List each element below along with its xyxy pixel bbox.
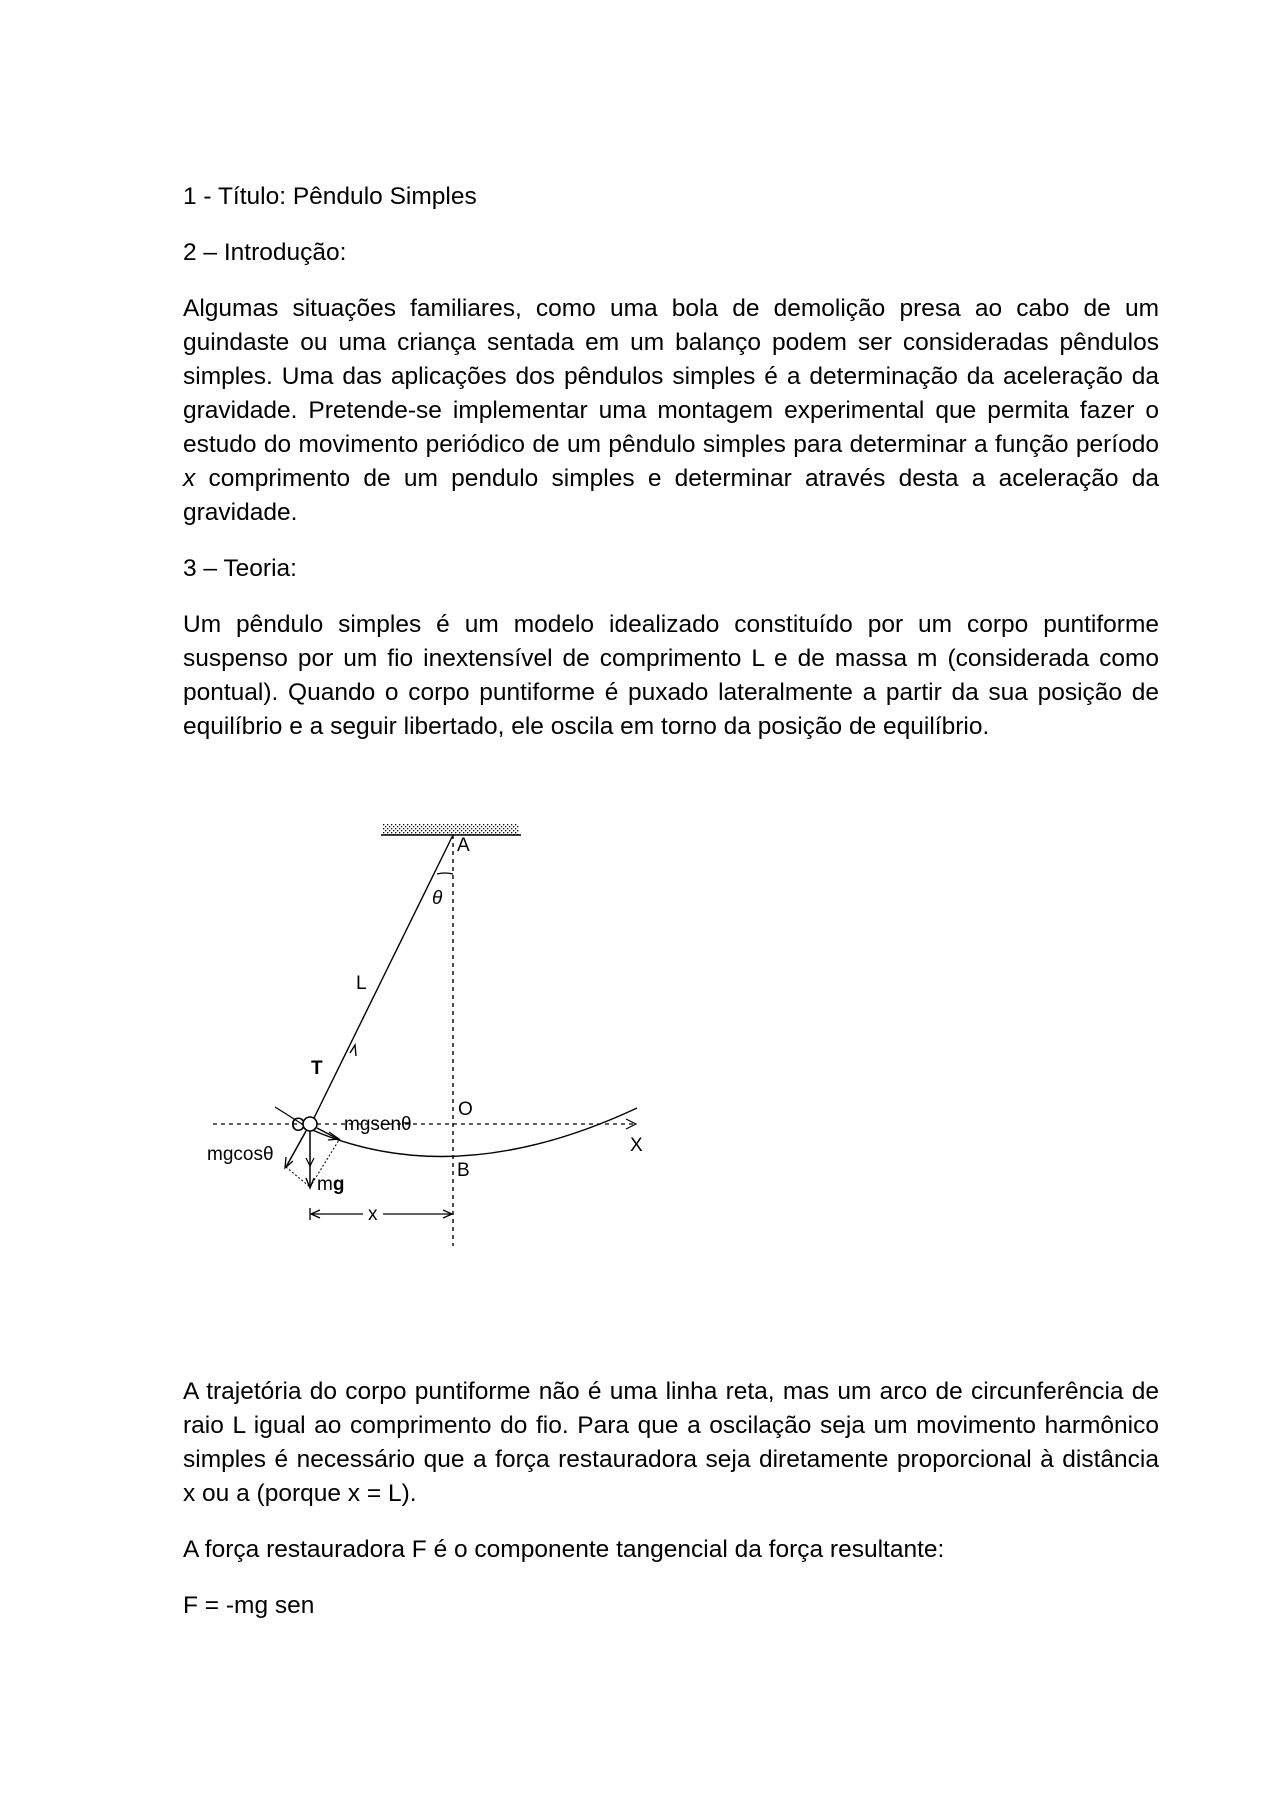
pendulum-string (314, 835, 453, 1118)
intro-italic-x: x (183, 465, 196, 492)
label-a: A (457, 835, 470, 856)
pendulum-bob (303, 1117, 317, 1131)
document-body-lower (183, 1375, 1159, 1645)
label-mg (317, 1174, 344, 1195)
pendulum-svg (205, 818, 665, 1258)
label-c: C (291, 1115, 305, 1136)
label-x-distance: x (368, 1204, 378, 1225)
label-o: O (458, 1099, 473, 1120)
label-x-axis: X (630, 1135, 643, 1156)
theory-heading: 3 – Teoria: (183, 555, 297, 582)
mgcos-vector (286, 1131, 306, 1167)
title-line: 1 - Título: Pêndulo Simples (183, 183, 477, 210)
tension-arrowhead (350, 1045, 356, 1056)
decomp-dotted-1 (286, 1167, 310, 1187)
label-mg-m: m (317, 1174, 333, 1195)
ceiling-hatch (383, 824, 519, 835)
label-mgcos: mgcosθ (207, 1144, 274, 1165)
document-body (183, 180, 1159, 766)
intro-heading: 2 – Introdução: (183, 239, 347, 266)
intro-paragraph (183, 292, 1159, 530)
theory-paragraph: Um pêndulo simples é um modelo idealizado constituído por um corpo puntiforme suspenso por um fio inextensível de comprimento L e de massa m (considerada como pontual). Quando o corpo puntiforme é puxado lateralmente a partir da sua posição de equilíbrio e a seguir libertado, ele oscila em torno da posição de equilíbrio. (183, 611, 1159, 740)
formula-line: F = -mg sen (183, 1592, 315, 1619)
label-mg-g: g (332, 1174, 345, 1195)
theta-arc (437, 873, 453, 874)
pendulum-diagram (205, 818, 665, 1258)
force-paragraph: A força restauradora F é o componente tangencial da força resultante: (183, 1536, 945, 1563)
trajectory-paragraph: A trajetória do corpo puntiforme não é uma linha reta, mas um arco de circunferência de raio L igual ao comprimento do fio. Para que a oscilação seja um movimento harmônico simples é necessário que a força restauradora seja diretamente proporcional à distância x ou a (porque x = L). (183, 1378, 1159, 1507)
intro-text-post: comprimento de um pendulo simples e determinar através desta a aceleração da gravidade. (183, 465, 1159, 526)
intro-text-pre: Algumas situações familiares, como uma bola de demolição presa ao cabo de um guindaste ou uma criança sentada em um balanço podem ser consideradas pêndulos simples. Uma das aplicações dos pêndulos simples é a determinação da aceleração da gravidade. Pretende-se implementar uma montagem experimental que permita fazer o estudo do movimento periódico de um pêndulo simples para determinar a função período (183, 295, 1159, 458)
label-t: T (311, 1058, 323, 1079)
label-b: B (457, 1160, 470, 1181)
label-mgsen: mgsenθ (344, 1114, 412, 1135)
label-theta: θ (432, 888, 443, 909)
label-l: L (356, 973, 367, 994)
